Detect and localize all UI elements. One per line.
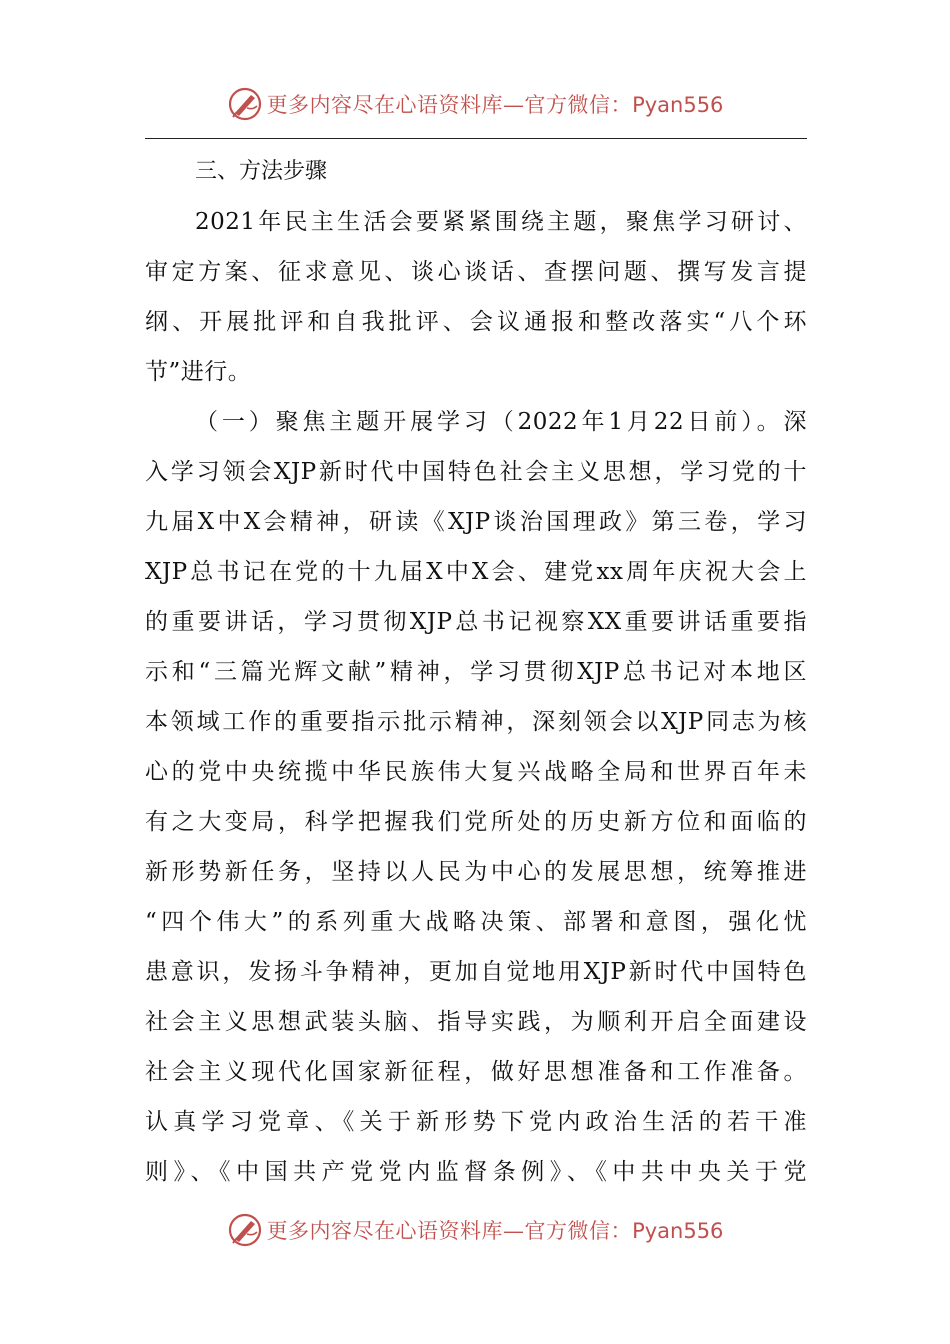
document-body bbox=[145, 147, 807, 1197]
body-line: 示和“三篇光辉文献”精神，学习贯彻XJP总书记对本地区 bbox=[145, 659, 807, 685]
body-line: 心的党中央统揽中华民族伟大复兴战略全局和世界百年未 bbox=[145, 759, 807, 785]
header-banner-text: 更多内容尽在心语资料库—官方微信：Pyan556 bbox=[266, 93, 724, 117]
body-line: 患意识，发扬斗争精神，更加自觉地用XJP新时代中国特色 bbox=[145, 959, 807, 985]
footer-banner-text: 更多内容尽在心语资料库—官方微信：Pyan556 bbox=[266, 1219, 724, 1243]
section-heading: 三、方法步骤 bbox=[195, 159, 328, 184]
body-line: 审定方案、征求意见、谈心谈话、查摆问题、撰写发言提 bbox=[145, 259, 807, 285]
body-line: 新形势新任务，坚持以人民为中心的发展思想，统筹推进 bbox=[145, 859, 807, 885]
body-line: 则》、《中国共产党党内监督条例》、《中共中央关于党 bbox=[145, 1159, 807, 1185]
body-line: 的重要讲话，学习贯彻XJP总书记视察XX重要讲话重要指 bbox=[145, 609, 807, 635]
body-line: 节”进行。 bbox=[145, 359, 252, 385]
body-line: 本领域工作的重要指示批示精神，深刻领会以XJP同志为核 bbox=[145, 709, 807, 735]
body-line: 入学习领会XJP新时代中国特色社会主义思想，学习党的十 bbox=[145, 459, 807, 485]
body-line: 纲、开展批评和自我批评、会议通报和整改落实“八个环 bbox=[145, 309, 807, 335]
footer-banner bbox=[0, 1210, 950, 1250]
body-line: 2021年民主生活会要紧紧围绕主题，聚焦学习研讨、 bbox=[195, 209, 807, 235]
header-rule bbox=[145, 138, 807, 139]
body-line: 有之大变局，科学把握我们党所处的历史新方位和面临的 bbox=[145, 809, 807, 835]
body-line: 社会主义思想武装头脑、指导实践，为顺利开启全面建设 bbox=[145, 1009, 807, 1035]
body-line: “四个伟大”的系列重大战略决策、部署和意图，强化忧 bbox=[145, 909, 807, 935]
pen-logo-icon bbox=[227, 86, 263, 122]
pen-logo-icon bbox=[227, 1212, 263, 1248]
body-line: 社会主义现代化国家新征程，做好思想准备和工作准备。 bbox=[145, 1059, 807, 1085]
body-line: （一）聚焦主题开展学习（2022年1月22日前）。深 bbox=[195, 409, 807, 435]
body-line: 认真学习党章、《关于新形势下党内政治生活的若干准 bbox=[145, 1109, 807, 1135]
body-line: XJP总书记在党的十九届X中X会、建党xx周年庆祝大会上 bbox=[145, 559, 807, 585]
body-line: 九届X中X会精神，研读《XJP谈治国理政》第三卷，学习 bbox=[145, 509, 807, 535]
header-banner bbox=[0, 84, 950, 124]
